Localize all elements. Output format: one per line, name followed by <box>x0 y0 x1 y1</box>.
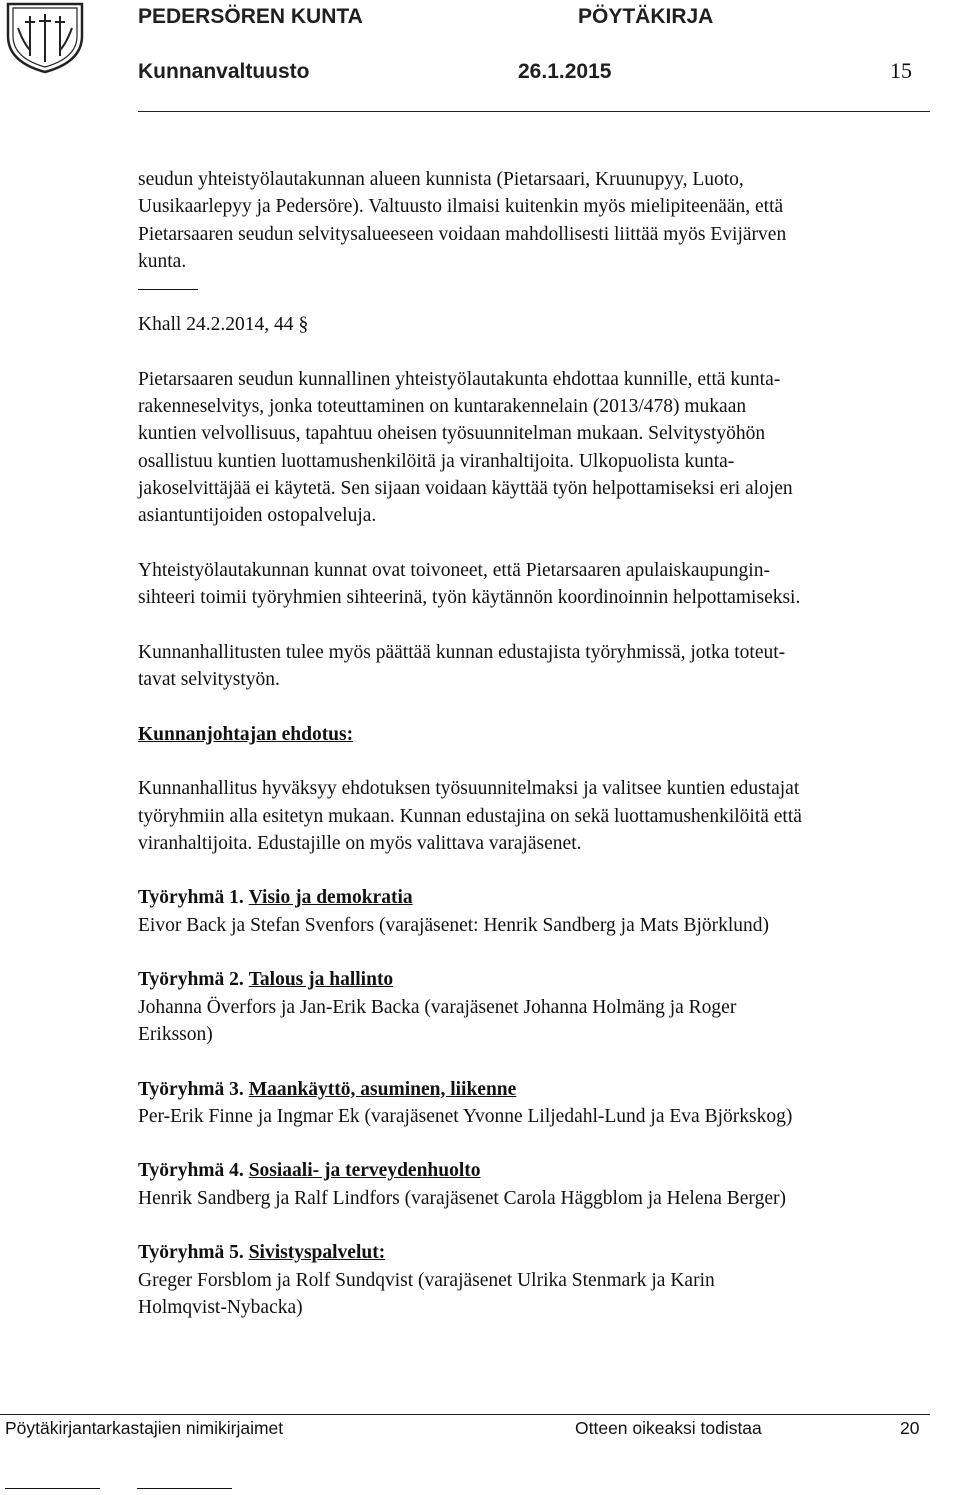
separator-rule <box>138 289 198 290</box>
paragraph-secretary: Yhteistyölautakunnan kunnat ovat toivoneet, että Pietarsaaren apulaiskaupungin- sihteeri toimii työryhmien sihteerinä, työn käytännön koordinoinnin helpottamiseksi. <box>138 559 801 609</box>
group-members: Per-Erik Finne ja Ingmar Ek (varajäsenet Yvonne Liljedahl-Lund ja Eva Björkskog) <box>138 1105 793 1127</box>
group-label: Työryhmä 2. <box>138 969 244 991</box>
document-type: PÖYTÄKIRJA <box>578 5 714 28</box>
footer-rule <box>0 1414 930 1415</box>
group-title: Talous ja hallinto <box>248 969 394 991</box>
municipal-crest-logo <box>4 2 86 74</box>
group-title: Sosiaali- ja terveydenhuolto <box>248 1160 481 1182</box>
group-members: Johanna Överfors ja Jan-Erik Backa (varajäsenet Johanna Holmäng ja Roger <box>138 996 737 1018</box>
group-label: Työryhmä 3. <box>138 1078 244 1100</box>
paragraph-decision: Kunnanhallitus hyväksyy ehdotuksen työsuunnitelmaksi ja valitsee kuntien edustajat työryhmiin alla esitetyn mukaan. Kunnan edustajina on sekä luottamushenkilöitä että viranhaltijoita. Edustajille on myös valittava varajäsenet. <box>138 778 802 854</box>
group-members: Eivor Back ja Stefan Svenfors (varajäsenet: Henrik Sandberg ja Mats Björklund) <box>138 914 770 936</box>
working-group-1 <box>138 884 928 939</box>
section-symbol: § <box>298 313 309 336</box>
meeting-date: 26.1.2015 <box>518 60 612 83</box>
group-label: Työryhmä 1. <box>138 887 244 909</box>
paragraph-intro: seudun yhteistyölautakunnan alueen kunnista (Pietarsaari, Kruunupyy, Luoto, Uusikaarlepyy ja Pedersöre). Valtuusto ilmaisi kuitenkin myös mielipiteenään, että Pietarsaaren seudun selvitysalueeseen voidaan mahdollisesti liittää myös Evijärven kunta. <box>138 169 787 272</box>
group-title: Sivistyspalvelut: <box>248 1242 386 1264</box>
working-group-5 <box>138 1239 928 1321</box>
working-group-3 <box>138 1076 928 1131</box>
proposal-heading: Kunnanjohtajan ehdotus: <box>138 723 354 745</box>
municipality-name: PEDERSÖREN KUNTA <box>138 5 363 28</box>
working-group-4 <box>138 1157 928 1212</box>
group-members: Eriksson) <box>138 1023 213 1045</box>
group-members: Greger Forsblom ja Rolf Sundqvist (varajäsenet Ulrika Stenmark ja Karin <box>138 1269 715 1291</box>
group-title: Maankäyttö, asuminen, liikenne <box>248 1078 517 1100</box>
group-title: Visio ja demokratia <box>248 887 413 909</box>
page-number: 15 <box>890 58 912 83</box>
paragraph-proposal-background: Pietarsaaren seudun kunnallinen yhteistyölautakunta ehdottaa kunnille, että kunta- rakenneselvitys, jonka toteuttaminen on kuntarakennelain (2013/478) mukaan kuntien velvollisuus, tapahtuu oheisen työsuunnitelman mukaan. Selvitystyöhön osallistuu kuntien luottamushenkilöitä ja viranhaltijoita. Ulkopuolista kunta- jakoselvittäjää ei käytetä. Sen sijaan voidaan käyttää työn helpottamiseksi eri alojen asiantuntijoiden ostopalveluja. <box>138 368 793 527</box>
footer-certify-label: Otteen oikeaksi todistaa <box>575 1418 762 1438</box>
group-label: Työryhmä 4. <box>138 1160 244 1182</box>
section-reference: Khall 24.2.2014, 44 § <box>138 313 309 336</box>
initials-line-2 <box>137 1488 232 1489</box>
document-body <box>138 166 928 1321</box>
working-group-2 <box>138 966 928 1048</box>
footer-page-number: 20 <box>900 1418 920 1438</box>
group-members: Holmqvist-Nybacka) <box>138 1296 303 1318</box>
group-label: Työryhmä 5. <box>138 1242 244 1264</box>
header-rule <box>138 111 930 112</box>
group-members: Henrik Sandberg ja Ralf Lindfors (varajäsenet Carola Häggblom ja Helena Berger) <box>138 1187 786 1209</box>
meeting-body: Kunnanvaltuusto <box>138 60 310 83</box>
footer-initials-label: Pöytäkirjantarkastajien nimikirjaimet <box>5 1418 284 1438</box>
initials-line-1 <box>5 1488 100 1489</box>
paragraph-representatives: Kunnanhallitusten tulee myös päättää kunnan edustajista työryhmissä, jotka toteut- tavat selvitystyön. <box>138 641 786 691</box>
